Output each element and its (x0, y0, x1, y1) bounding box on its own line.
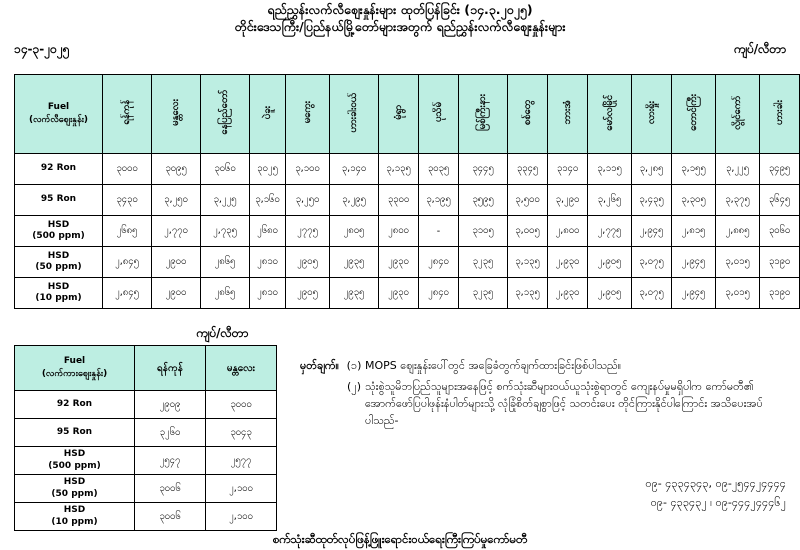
price-cell: ၃,၀၀၅ (508, 216, 548, 247)
price-cell: ၂၇၇၅ (286, 216, 330, 247)
price-cell: ၃၆၄၅ (760, 185, 800, 216)
contact-phone-list (645, 474, 786, 513)
price-cell: ၃,၂၈၅ (632, 154, 672, 185)
price-cell: ၃,၂၅၀ (152, 185, 201, 216)
price-cell: ၃,၁၃၅ (379, 154, 419, 185)
notes-label: မှတ်ချက်။ (300, 359, 340, 372)
region-label: လွိုင်ကော် (731, 95, 743, 130)
price-cell: ၃၀၉၅ (152, 154, 201, 185)
price-cell: ၃,၁၁၅ (588, 154, 632, 185)
price-cell: ၂၉၀၅ (286, 247, 330, 278)
header-line-1: ရည်ညွှန်းလက်လီဈေးနှုန်းများ ထုတ်ပြန်ခြင်း (၁၄.၃.၂၀၂၅) (267, 2, 533, 17)
footer-committee-name: စက်သုံးဆီထုတ်လုပ်ဖြန့်ဖြူးရောင်းဝယ်ရေးကြီးကြပ်မှုကော်မတီ (272, 532, 528, 546)
table-header-row (15, 346, 277, 391)
price-cell: ၃၂၃၅ (459, 247, 508, 278)
region-label: မကွေး (301, 101, 313, 124)
price-cell: ၂,၈၄၅ (103, 247, 152, 278)
fuel-name: HSD (63, 505, 86, 516)
price-cell: ၃၁၀၅ (459, 216, 508, 247)
price-cell: ၂၉၃၀ (379, 278, 419, 309)
table-row (15, 247, 800, 278)
price-cell: ၂,၈၈၅ (716, 216, 760, 247)
price-cell: ၃၅၉၅ (459, 185, 508, 216)
fuel-name: HSD (47, 250, 70, 261)
fuel-name-cell (15, 475, 135, 503)
price-cell: ၂၈၆၅ (201, 278, 250, 309)
price-cell: ၃,၀၇၅ (632, 278, 672, 309)
fuel-spec: (10 ppm) (35, 293, 82, 303)
price-cell: ၂၅၇၇ (206, 447, 277, 475)
price-cell: ၃,၁၃၅ (508, 278, 548, 309)
price-cell: ၃၀၄၃ (206, 419, 277, 447)
note-text: သုံးစွဲသူမိဘပြည်သူများအနေဖြင့် စက်သုံးဆီများဝယ်ယူသုံးစွဲရာတွင် ကျေးနပ်မှုမရှိပါက ကော်မတီ၏ အောက်ဖော်ပြပါဖုန်းနံပါတ်များသို့ လုံခြုံစိတ်ချစွာဖြင့် သတင်းပေး တိုင်ကြားနိုင်ပါကြောင်း အသိပေးအပ်ပါသည်- (365, 380, 763, 428)
price-cell: ၂,၉၄၅ (672, 278, 716, 309)
phone-line-2: ၀၉- ၄၃၃၄၃၂ ၊ ၀၉-၄၄၄၂၄၄၄၆၂ (650, 496, 786, 510)
price-cell: ၃,၁၀၀ (286, 154, 330, 185)
fuel-name-cell (15, 216, 103, 247)
region-header-magway (286, 75, 330, 154)
price-cell: ၃၁၉၀ (760, 247, 800, 278)
fuel-name: 92 Ron (40, 163, 77, 174)
region-header-monywa (379, 75, 419, 154)
fuel-name: 95 Ron (56, 426, 93, 437)
region-header-loikaw (716, 75, 760, 154)
price-cell: ၂,၈၁၅ (672, 216, 716, 247)
price-cell: ၂၉၃၅ (330, 278, 379, 309)
table-row (15, 503, 277, 531)
price-cell: ၃၁၉၀ (760, 278, 800, 309)
table-row (15, 278, 800, 309)
price-cell: ၂,၇၇၅ (588, 216, 632, 247)
price-cell: ၃၃၀၀ (379, 185, 419, 216)
price-cell: ၂,၈၀၀ (548, 216, 588, 247)
price-cell: ၃,၂၅၀ (286, 185, 330, 216)
price-cell: ၂၉၀၀ (152, 247, 201, 278)
fuel-name-cell (15, 247, 103, 278)
note-text: MOPS ဈေးနှုန်းပေါ်တွင် အခြေခံတွက်ချက်ထားခြင်းဖြစ်ပါသည်။ (365, 359, 622, 372)
price-cell: ၃,၅၀၀ (508, 185, 548, 216)
city-header-mandalay: မန္တလေး (206, 346, 277, 391)
fuel-name-cell (15, 391, 135, 419)
fuel-spec: (50 ppm) (35, 262, 82, 272)
price-cell: ၂,၉၀၅ (588, 247, 632, 278)
retail-price-table (14, 74, 800, 309)
fuel-name-cell (15, 419, 135, 447)
price-cell: ၃၄၉၅ (760, 154, 800, 185)
price-cell: ၂၉၀၅ (286, 278, 330, 309)
price-cell: ၃၀၀၆ (135, 475, 206, 503)
price-cell: ၃,၁၄၀ (330, 154, 379, 185)
fuel-header-line-1: Fuel (47, 101, 70, 112)
price-cell: ၂၆၈၅ (103, 216, 152, 247)
price-cell: ၃၀၆၀ (201, 154, 250, 185)
price-cell: ၂၈၀၅ (330, 216, 379, 247)
fuel-header-line-1: Fuel (63, 355, 86, 366)
fuel-name-cell (15, 503, 135, 531)
region-label: နေပြည်တော် (219, 90, 231, 135)
table-row (15, 391, 277, 419)
price-cell: ၂၅၄၇ (135, 447, 206, 475)
price-cell: ၂,၉၄၅ (632, 216, 672, 247)
region-header-lashio (632, 75, 672, 154)
region-header-bago (250, 75, 286, 154)
notes-section (300, 357, 786, 433)
region-label: မြစ်ကြီးနား (477, 94, 489, 131)
note-number: (၂) (347, 380, 362, 394)
price-cell: ၃,၂၂၅ (201, 185, 250, 216)
price-cell: ၃၃၄၅ (508, 154, 548, 185)
price-cell: ၂၈၆၅ (201, 247, 250, 278)
price-cell: ၃,၁၅၅ (672, 154, 716, 185)
price-cell: ၂,၉၃၀ (548, 247, 588, 278)
price-cell: ၃၀၀၀ (103, 154, 152, 185)
price-cell: ၃,၄၃၅ (632, 185, 672, 216)
region-label: မုံရွာ (392, 105, 404, 120)
price-cell: ၂၉၀၉ (135, 391, 206, 419)
price-cell: ၂,၈၄၅ (103, 278, 152, 309)
price-cell: ၃,၀၁၅ (716, 278, 760, 309)
fuel-name: HSD (47, 219, 70, 230)
price-cell: ၃,၂၉၀ (548, 185, 588, 216)
fuel-spec: (500 ppm) (48, 460, 101, 471)
fuel-name: HSD (63, 449, 86, 460)
price-cell: ၂၈၁၀ (250, 247, 286, 278)
fuel-name-cell (15, 447, 135, 475)
region-header-naypyitaw (201, 75, 250, 154)
price-cell: ၂၈၄၀ (419, 247, 459, 278)
fuel-spec: (500 ppm) (32, 231, 85, 241)
region-label: တောင်ကြီး (687, 94, 699, 131)
region-header-taunggyi (672, 75, 716, 154)
price-cell: ၃,၀၁၅ (716, 247, 760, 278)
fuel-name-cell (15, 185, 103, 216)
price-cell: ၃,၃၇၅ (716, 185, 760, 216)
fuel-name: 95 Ron (40, 194, 77, 205)
price-cell: ၃,၁၉၅ (419, 185, 459, 216)
price-cell: ၃,၁၃၅ (508, 247, 548, 278)
city-header-yangon: ရန်ကုန် (135, 346, 206, 391)
price-cell: ၂၉၀၀ (152, 278, 201, 309)
fuel-header-line-2: (လက်လီဈေးနှုန်း) (28, 115, 88, 125)
price-cell: ၃,၁၆၀ (250, 185, 286, 216)
region-header-pathein (419, 75, 459, 154)
region-label: ဘားအံ (561, 100, 573, 125)
announcement-date: ၁၄-၃-၂၀၂၅ (14, 42, 70, 56)
region-header-mawlamyine (588, 75, 632, 154)
fuel-column-header-wholesale (15, 346, 135, 391)
table-row (15, 419, 277, 447)
region-label: မန္တလေး (170, 99, 182, 126)
fuel-header-line-2: (လက်ကားဈေးနှုန်း) (41, 369, 108, 379)
table-header-row (15, 75, 800, 154)
price-cell: ၂၆၈၀ (250, 216, 286, 247)
region-label: လားရှိုး (645, 100, 657, 125)
price-cell: ၃၀၀၀ (206, 391, 277, 419)
region-label: စစ်တွေ (521, 99, 533, 126)
price-cell: - (419, 216, 459, 247)
price-cell: ၂,၁၀၀ (206, 475, 277, 503)
note-item (300, 357, 786, 374)
note-item (300, 378, 786, 429)
price-cell: ၂၈၄၀ (419, 278, 459, 309)
price-cell: ၂၈၀၀ (379, 216, 419, 247)
table-row (15, 185, 800, 216)
price-cell: ၂,၇၃၅ (201, 216, 250, 247)
price-cell: ၃၂၆၀ (135, 419, 206, 447)
region-label: ရန်ကုန် (121, 100, 133, 125)
price-cell: ၂,၉၀၅ (588, 278, 632, 309)
price-cell: ၂၈၁၀ (250, 278, 286, 309)
region-header-yangon (103, 75, 152, 154)
fuel-spec: (50 ppm) (51, 488, 98, 499)
price-cell: ၃၀၂၅ (250, 154, 286, 185)
fuel-name: 92 Ron (56, 398, 93, 409)
region-label: ပဲခူး (261, 105, 273, 120)
price-cell: ၂,၁၀၀ (206, 503, 277, 531)
price-cell: ၂,၇၇၀ (152, 216, 201, 247)
price-cell: ၂,၉၄၅ (672, 247, 716, 278)
region-header-mandalay (152, 75, 201, 154)
header-line-2: တိုင်းဒေသကြီး/ပြည်နယ်မြို့တော်များအတွက် ရည်ညွှန်းလက်လီဈေးနှုန်းများ (234, 19, 566, 34)
price-cell: ၃၁၄၀ (548, 154, 588, 185)
table-row (15, 216, 800, 247)
unit-label-top: ကျပ်/လီတာ (733, 42, 786, 56)
fuel-column-header (15, 75, 103, 154)
price-cell: ၂၉၃၅ (330, 247, 379, 278)
table-row (15, 154, 800, 185)
wholesale-price-table (14, 345, 277, 531)
price-cell: ၃၀၆၀ (760, 216, 800, 247)
fuel-name: HSD (63, 477, 86, 488)
price-cell: ၃,၀၇၅ (632, 247, 672, 278)
table-row (15, 475, 277, 503)
region-header-hakha (760, 75, 800, 154)
price-cell: ၃၂၃၅ (459, 278, 508, 309)
price-cell: ၂၉၃၀ (379, 247, 419, 278)
region-header-myitkyina (459, 75, 508, 154)
price-cell: ၃,၃၀၅ (672, 185, 716, 216)
unit-label-wholesale: ကျပ်/လီတာ (196, 326, 249, 340)
region-label: မော်လမြိုင် (603, 94, 615, 131)
price-cell: ၃၀၀၆ (135, 503, 206, 531)
region-label: ပုသိမ် (432, 102, 444, 123)
price-cell: ၃,၂၉၅ (330, 185, 379, 216)
price-cell: ၃၄၄၅ (459, 154, 508, 185)
price-cell: ၃၀၃၅ (419, 154, 459, 185)
phone-line-1: ၀၉- ၄၃၃၄၃၄၃, ၀၉-၂၅၄၄၂၄၄၄၄ (645, 477, 786, 490)
table-row (15, 447, 277, 475)
price-cell: ၃၄၃၀ (103, 185, 152, 216)
fuel-name: HSD (47, 281, 70, 292)
fuel-name-cell (15, 278, 103, 309)
region-label: ဟားခါး (773, 99, 785, 125)
price-cell: ၂,၉၃၀ (548, 278, 588, 309)
note-number: (၁) (346, 359, 362, 372)
price-cell: ၃,၂၆၅ (588, 185, 632, 216)
region-header-hakhawe (330, 75, 379, 154)
region-label: ဟားခါးဝယ် (348, 92, 360, 133)
region-header-sittwe (508, 75, 548, 154)
region-header-hpaan (548, 75, 588, 154)
price-cell: ၃,၂၂၅ (716, 154, 760, 185)
fuel-name-cell (15, 154, 103, 185)
fuel-spec: (10 ppm) (51, 516, 98, 527)
